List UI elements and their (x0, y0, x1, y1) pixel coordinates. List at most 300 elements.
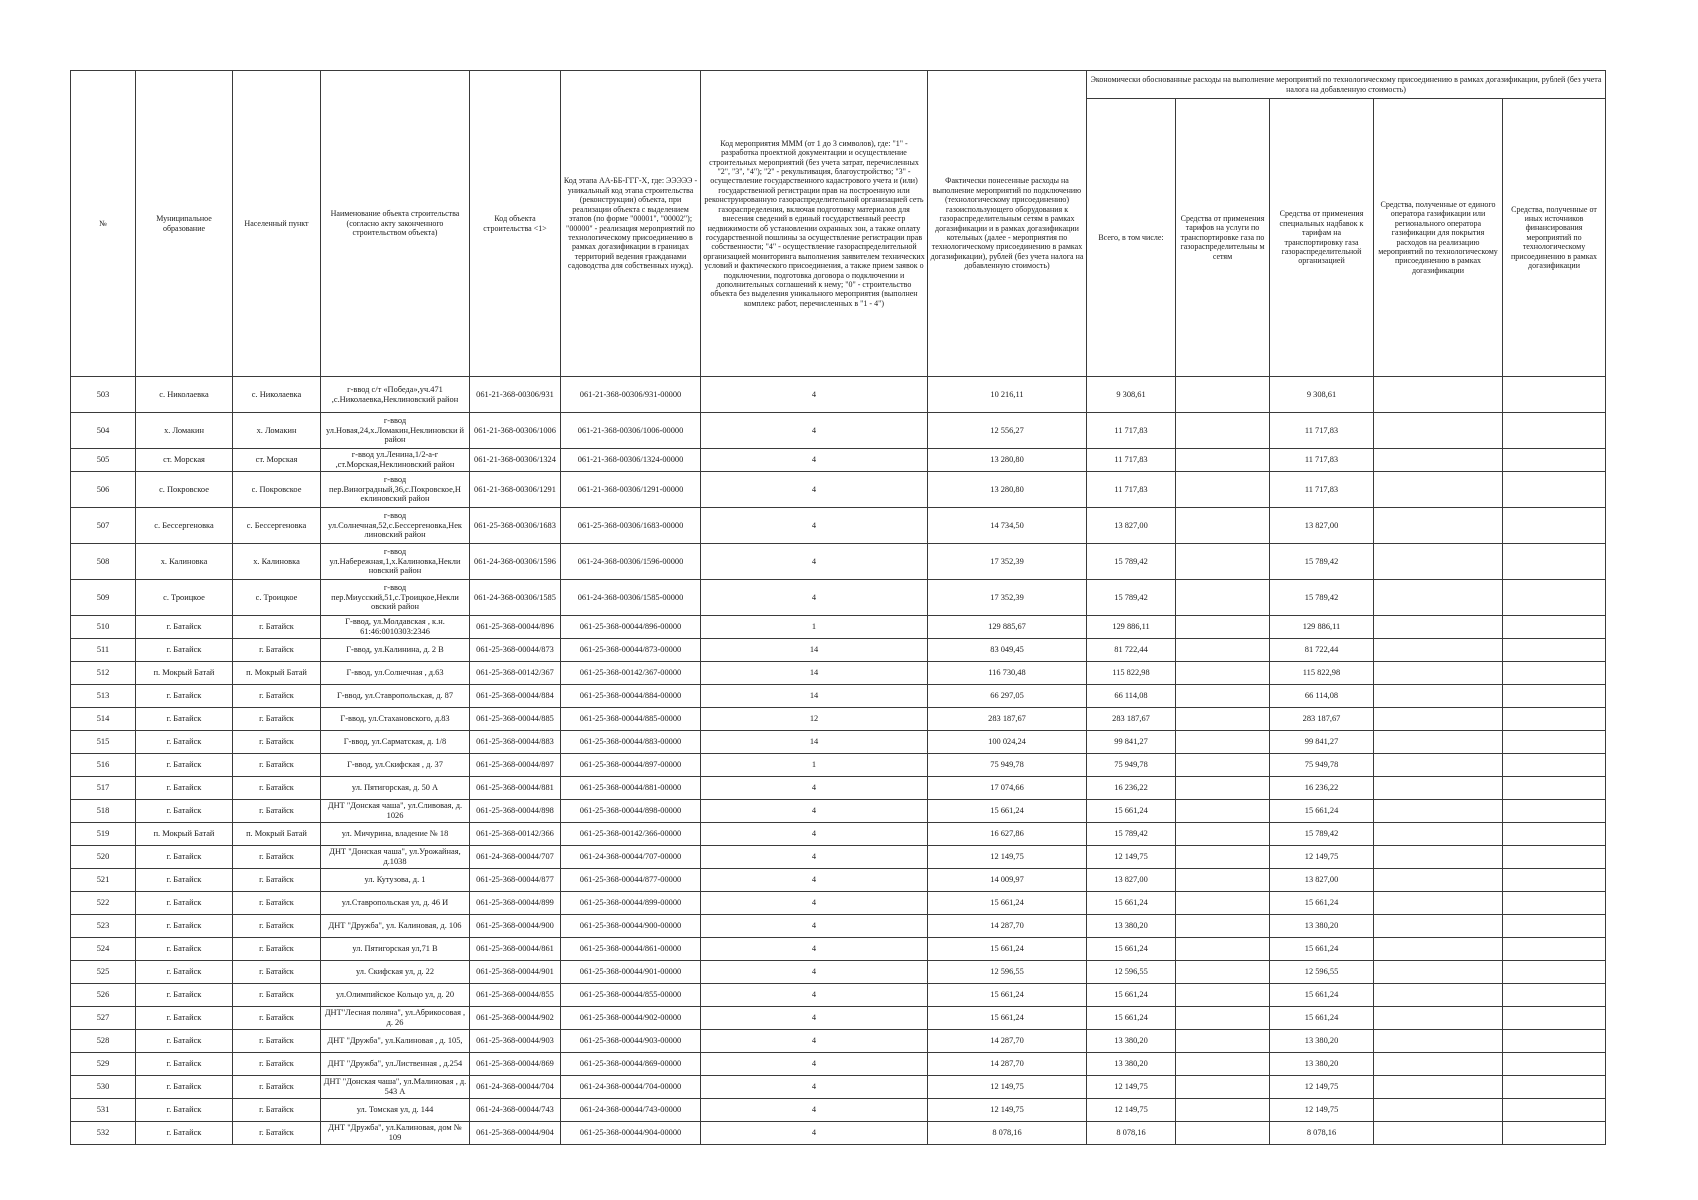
cell-object-name: г-ввод пер.Виноградный,36,с.Покровское,Н еклиновский район (321, 472, 470, 508)
cell-object-code: 061-21-368-00306/1324 (470, 449, 561, 472)
cell-object-code: 061-25-368-00044/901 (470, 961, 561, 984)
cell-operator-funds (1374, 731, 1503, 754)
cell-other-sources (1503, 846, 1606, 869)
cell-actual-costs: 13 280,80 (928, 449, 1087, 472)
cell-object-name: Г-ввод, ул.Сарматская, д. 1/8 (321, 731, 470, 754)
cell-municipality: г. Батайск (136, 1030, 233, 1053)
header-actual-costs: Фактически понесенные расходы на выполнение мероприятий по подключению (технологическому присоединению) газоиспользующего оборудования к газораспределительным сетям в рамках догазификации и в рамках догазификации котельных (далее - мероприятия по технологическому присоединению в рамках догазификации), рублей (без учета налога на добавленную стоимость) (928, 71, 1087, 377)
cell-settlement: г. Батайск (233, 892, 321, 915)
cell-event-code: 4 (701, 846, 928, 869)
cell-object-name: ДНТ "Донская чаша", ул.Сливовая, д. 1026 (321, 800, 470, 823)
cell-tariff-funds (1176, 449, 1270, 472)
cell-operator-funds (1374, 869, 1503, 892)
cell-object-name: ДНТ "Донская чаша", ул.Урожайная, д.1038 (321, 846, 470, 869)
table-row (71, 639, 1606, 662)
cell-stage-code: 061-24-368-00306/1585-00000 (561, 580, 701, 616)
cell-settlement: ст. Морская (233, 449, 321, 472)
cell-object-code: 061-25-368-00044/899 (470, 892, 561, 915)
cell-special-surcharge: 11 717,83 (1270, 413, 1374, 449)
cell-total: 15 661,24 (1087, 892, 1176, 915)
cell-object-name: Г-ввод, ул.Калинина, д. 2 В (321, 639, 470, 662)
cell-operator-funds (1374, 1076, 1503, 1099)
cell-other-sources (1503, 1030, 1606, 1053)
cell-tariff-funds (1176, 1099, 1270, 1122)
cell-municipality: г. Батайск (136, 938, 233, 961)
cell-object-name: г-ввод ул.Ленина,1/2-а-г ,ст.Морская,Неклиновский район (321, 449, 470, 472)
cell-no: 510 (71, 616, 136, 639)
cell-event-code: 4 (701, 1053, 928, 1076)
cell-settlement: г. Батайск (233, 1076, 321, 1099)
cell-other-sources (1503, 915, 1606, 938)
cell-no: 530 (71, 1076, 136, 1099)
cell-object-name: ДНТ "Дружба", ул.Калиновая , д. 105, (321, 1030, 470, 1053)
cell-no: 518 (71, 800, 136, 823)
table-row (71, 449, 1606, 472)
cell-stage-code: 061-25-368-00306/1683-00000 (561, 508, 701, 544)
cell-event-code: 4 (701, 580, 928, 616)
cell-total: 15 789,42 (1087, 544, 1176, 580)
cell-municipality: г. Батайск (136, 754, 233, 777)
cell-stage-code: 061-25-368-00142/366-00000 (561, 823, 701, 846)
cell-municipality: г. Батайск (136, 1007, 233, 1030)
table-row (71, 508, 1606, 544)
cell-no: 519 (71, 823, 136, 846)
table-row (71, 472, 1606, 508)
cell-other-sources (1503, 1076, 1606, 1099)
cell-operator-funds (1374, 846, 1503, 869)
cell-no: 514 (71, 708, 136, 731)
header-municipality: Муниципальное образование (136, 71, 233, 377)
cell-event-code: 4 (701, 1007, 928, 1030)
cell-actual-costs: 12 149,75 (928, 1099, 1087, 1122)
cell-operator-funds (1374, 449, 1503, 472)
cell-object-code: 061-25-368-00044/869 (470, 1053, 561, 1076)
cell-special-surcharge: 13 380,20 (1270, 1053, 1374, 1076)
cell-special-surcharge: 99 841,27 (1270, 731, 1374, 754)
cell-municipality: г. Батайск (136, 1076, 233, 1099)
cell-event-code: 1 (701, 616, 928, 639)
cell-municipality: г. Батайск (136, 892, 233, 915)
cell-total: 15 661,24 (1087, 984, 1176, 1007)
cell-settlement: г. Батайск (233, 639, 321, 662)
table-row (71, 1122, 1606, 1145)
cell-total: 8 078,16 (1087, 1122, 1176, 1145)
cell-tariff-funds (1176, 708, 1270, 731)
cell-object-code: 061-25-368-00044/904 (470, 1122, 561, 1145)
cell-actual-costs: 17 352,39 (928, 544, 1087, 580)
header-no: № (71, 71, 136, 377)
cell-operator-funds (1374, 1007, 1503, 1030)
cell-municipality: г. Батайск (136, 777, 233, 800)
cell-tariff-funds (1176, 508, 1270, 544)
cell-actual-costs: 13 280,80 (928, 472, 1087, 508)
header-special-surcharge: Средства от применения специальных надбавок к тарифам на транспортировку газа газораспределительной организацией (1270, 99, 1374, 377)
cell-no: 528 (71, 1030, 136, 1053)
table-row (71, 580, 1606, 616)
cell-tariff-funds (1176, 984, 1270, 1007)
table-row (71, 1099, 1606, 1122)
cell-municipality: г. Батайск (136, 846, 233, 869)
cell-other-sources (1503, 892, 1606, 915)
cell-no: 516 (71, 754, 136, 777)
cell-object-name: ул. Скифская ул, д. 22 (321, 961, 470, 984)
cell-object-name: ул.Ставропольская ул, д. 46 И (321, 892, 470, 915)
cell-operator-funds (1374, 892, 1503, 915)
cell-object-code: 061-25-368-00306/1683 (470, 508, 561, 544)
cell-municipality: с. Покровское (136, 472, 233, 508)
cell-no: 511 (71, 639, 136, 662)
cell-total: 13 380,20 (1087, 1030, 1176, 1053)
cell-total: 11 717,83 (1087, 472, 1176, 508)
cell-object-code: 061-25-368-00044/898 (470, 800, 561, 823)
cell-other-sources (1503, 708, 1606, 731)
cell-settlement: с. Покровское (233, 472, 321, 508)
cell-event-code: 4 (701, 1122, 928, 1145)
cell-stage-code: 061-25-368-00044/877-00000 (561, 869, 701, 892)
cell-actual-costs: 17 352,39 (928, 580, 1087, 616)
cell-tariff-funds (1176, 413, 1270, 449)
cell-total: 12 149,75 (1087, 1099, 1176, 1122)
cell-settlement: с. Николаевка (233, 377, 321, 413)
cell-object-name: Г-ввод, ул.Солнечная , д.63 (321, 662, 470, 685)
cell-municipality: ст. Морская (136, 449, 233, 472)
cell-event-code: 4 (701, 472, 928, 508)
header-tariff-funds: Средства от применения тарифов на услуги по транспортировке газа по газораспределительны м сетям (1176, 99, 1270, 377)
cell-tariff-funds (1176, 846, 1270, 869)
table-row (71, 754, 1606, 777)
cell-special-surcharge: 15 661,24 (1270, 800, 1374, 823)
cell-actual-costs: 75 949,78 (928, 754, 1087, 777)
cell-municipality: г. Батайск (136, 1099, 233, 1122)
cell-municipality: п. Мокрый Батай (136, 823, 233, 846)
cell-stage-code: 061-25-368-00044/901-00000 (561, 961, 701, 984)
header-event-code: Код мероприятия МММ (от 1 до 3 символов), где: "1" - разработка проектной документации и осуществление строительных мероприятий (без учета затрат, перечисленных "2", "3", "4"); "2" - рекультивация, благоустройство; "3" - осуществление государственного кадастрового учета и (или) государственной регистрации прав на построенную или реконструированную газораспределительной организацией сеть газораспределения, включая подготовку материалов для внесения сведений в единый государственный реестр недвижимости об установлении охранных зон, а также оплату государственной пошлины за осуществление регистрации прав собственности; "4" - осуществление газораспределительной организацией мониторинга выполнения заявителем технических условий и фактического присоединения, а также прием заявок о подключении, подготовка договора о подключении и дополнительных соглашений к нему; "0" - строительство объекта без выделения уникального мероприятия (выполнен комплекс работ, перечисленных в "1 - 4") (701, 71, 928, 377)
cell-municipality: г. Батайск (136, 800, 233, 823)
cell-actual-costs: 83 049,45 (928, 639, 1087, 662)
cell-tariff-funds (1176, 616, 1270, 639)
cell-actual-costs: 17 074,66 (928, 777, 1087, 800)
cell-event-code: 14 (701, 731, 928, 754)
cell-special-surcharge: 13 380,20 (1270, 1030, 1374, 1053)
cell-stage-code: 061-25-368-00044/861-00000 (561, 938, 701, 961)
cell-operator-funds (1374, 1030, 1503, 1053)
cell-no: 522 (71, 892, 136, 915)
cell-municipality: г. Батайск (136, 869, 233, 892)
header-object-code: Код объекта строительства <1> (470, 71, 561, 377)
cell-stage-code: 061-25-368-00044/883-00000 (561, 731, 701, 754)
cell-settlement: г. Батайск (233, 616, 321, 639)
cell-other-sources (1503, 377, 1606, 413)
cell-object-name: ДНТ "Дружба", ул.Лиственная , д.254 (321, 1053, 470, 1076)
cell-stage-code: 061-25-368-00044/899-00000 (561, 892, 701, 915)
table-row (71, 984, 1606, 1007)
cell-settlement: с. Троицкое (233, 580, 321, 616)
cell-object-name: Г-ввод, ул.Стахановского, д.83 (321, 708, 470, 731)
table-row (71, 892, 1606, 915)
cell-actual-costs: 129 885,67 (928, 616, 1087, 639)
cell-settlement: с. Бессергеновка (233, 508, 321, 544)
header-economic-group: Экономически обоснованные расходы на выполнение мероприятий по технологическому присоединению в рамках догазификации, рублей (без учета налога на добавленную стоимость) (1087, 71, 1606, 99)
cell-settlement: г. Батайск (233, 731, 321, 754)
cell-municipality: п. Мокрый Батай (136, 662, 233, 685)
cell-stage-code: 061-25-368-00044/884-00000 (561, 685, 701, 708)
cell-operator-funds (1374, 754, 1503, 777)
cell-actual-costs: 15 661,24 (928, 800, 1087, 823)
cell-object-name: ДНТ "Дружба", ул.Калиновая, дом № 109 (321, 1122, 470, 1145)
cell-object-name: ДНТ"Лесная поляна", ул.Абрикосовая , д. 26 (321, 1007, 470, 1030)
cell-tariff-funds (1176, 731, 1270, 754)
cell-no: 525 (71, 961, 136, 984)
cell-stage-code: 061-24-368-00044/743-00000 (561, 1099, 701, 1122)
cell-tariff-funds (1176, 777, 1270, 800)
cell-other-sources (1503, 449, 1606, 472)
cell-event-code: 4 (701, 1076, 928, 1099)
cell-event-code: 4 (701, 1099, 928, 1122)
cell-actual-costs: 14 287,70 (928, 1030, 1087, 1053)
header-stage-code: Код этапа АА-ББ-ГГГ-Х, где: ЭЭЭЭЭ - уникальный код этапа строительства (реконструкции) объекта, при реализации объекта с выделением этапов (по форме "00001", "00002"); "00000" - реализация мероприятий по технологическому присоединению в рамках догазификации в границах территорий ведения гражданами садоводства для собственных нужд). (561, 71, 701, 377)
cell-municipality: с. Троицкое (136, 580, 233, 616)
cell-municipality: х. Калиновка (136, 544, 233, 580)
cell-actual-costs: 12 149,75 (928, 1076, 1087, 1099)
cell-operator-funds (1374, 580, 1503, 616)
cell-actual-costs: 8 078,16 (928, 1122, 1087, 1145)
cell-no: 504 (71, 413, 136, 449)
cell-total: 283 187,67 (1087, 708, 1176, 731)
cell-event-code: 14 (701, 639, 928, 662)
cell-operator-funds (1374, 1099, 1503, 1122)
cell-operator-funds (1374, 544, 1503, 580)
cell-event-code: 4 (701, 413, 928, 449)
cell-stage-code: 061-21-368-00306/1291-00000 (561, 472, 701, 508)
cell-no: 532 (71, 1122, 136, 1145)
cell-other-sources (1503, 662, 1606, 685)
cell-municipality: с. Николаевка (136, 377, 233, 413)
table-row (71, 777, 1606, 800)
cell-settlement: г. Батайск (233, 1122, 321, 1145)
cell-special-surcharge: 15 789,42 (1270, 580, 1374, 616)
cell-other-sources (1503, 639, 1606, 662)
cell-other-sources (1503, 800, 1606, 823)
cell-stage-code: 061-25-368-00044/903-00000 (561, 1030, 701, 1053)
cell-settlement: г. Батайск (233, 1099, 321, 1122)
cell-no: 506 (71, 472, 136, 508)
cell-no: 507 (71, 508, 136, 544)
cell-object-name: г-ввод ул.Солнечная,52,с.Бессергеновка,Нек линовский район (321, 508, 470, 544)
header-settlement: Населенный пункт (233, 71, 321, 377)
cell-special-surcharge: 13 380,20 (1270, 915, 1374, 938)
cell-stage-code: 061-24-368-00306/1596-00000 (561, 544, 701, 580)
cell-actual-costs: 100 024,24 (928, 731, 1087, 754)
cell-actual-costs: 12 556,27 (928, 413, 1087, 449)
cell-object-code: 061-25-368-00044/873 (470, 639, 561, 662)
cell-tariff-funds (1176, 639, 1270, 662)
cell-municipality: г. Батайск (136, 708, 233, 731)
cell-total: 66 114,08 (1087, 685, 1176, 708)
cell-stage-code: 061-25-368-00044/900-00000 (561, 915, 701, 938)
cell-municipality: с. Бессергеновка (136, 508, 233, 544)
cell-actual-costs: 14 287,70 (928, 1053, 1087, 1076)
cell-actual-costs: 66 297,05 (928, 685, 1087, 708)
cell-event-code: 4 (701, 938, 928, 961)
cell-object-name: ул. Пятигорская, д. 50 А (321, 777, 470, 800)
header-operator-funds: Средства, полученные от единого оператора газификации или регионального оператора газификации для покрытия расходов на реализацию мероприятий по технологическому присоединению в рамках догазификации (1374, 99, 1503, 377)
cell-special-surcharge: 75 949,78 (1270, 754, 1374, 777)
cell-no: 512 (71, 662, 136, 685)
cell-settlement: х. Ломакин (233, 413, 321, 449)
cell-total: 15 789,42 (1087, 823, 1176, 846)
cell-stage-code: 061-24-368-00044/704-00000 (561, 1076, 701, 1099)
cell-special-surcharge: 12 149,75 (1270, 1099, 1374, 1122)
cell-stage-code: 061-25-368-00044/896-00000 (561, 616, 701, 639)
cell-municipality: х. Ломакин (136, 413, 233, 449)
cell-event-code: 4 (701, 961, 928, 984)
cell-special-surcharge: 15 661,24 (1270, 892, 1374, 915)
cell-municipality: г. Батайск (136, 639, 233, 662)
cell-operator-funds (1374, 413, 1503, 449)
cell-tariff-funds (1176, 1122, 1270, 1145)
cell-no: 526 (71, 984, 136, 1007)
cell-settlement: г. Батайск (233, 777, 321, 800)
cell-other-sources (1503, 413, 1606, 449)
cell-tariff-funds (1176, 685, 1270, 708)
cell-total: 13 827,00 (1087, 508, 1176, 544)
cell-operator-funds (1374, 508, 1503, 544)
table-row (71, 823, 1606, 846)
cell-event-code: 4 (701, 777, 928, 800)
cell-stage-code: 061-25-368-00044/873-00000 (561, 639, 701, 662)
cell-total: 12 149,75 (1087, 1076, 1176, 1099)
cell-stage-code: 061-25-368-00044/902-00000 (561, 1007, 701, 1030)
cell-stage-code: 061-21-368-00306/931-00000 (561, 377, 701, 413)
cell-total: 9 308,61 (1087, 377, 1176, 413)
cell-other-sources (1503, 685, 1606, 708)
cell-total: 13 380,20 (1087, 1053, 1176, 1076)
cell-object-code: 061-21-368-00306/1006 (470, 413, 561, 449)
cell-operator-funds (1374, 662, 1503, 685)
cell-object-code: 061-25-368-00044/861 (470, 938, 561, 961)
cell-other-sources (1503, 961, 1606, 984)
table-row (71, 1076, 1606, 1099)
cell-settlement: г. Батайск (233, 915, 321, 938)
cell-operator-funds (1374, 685, 1503, 708)
cell-special-surcharge: 8 078,16 (1270, 1122, 1374, 1145)
cell-other-sources (1503, 580, 1606, 616)
header-object-name: Наименование объекта строительства (согласно акту законченного строительством объекта) (321, 71, 470, 377)
cell-object-code: 061-25-368-00044/884 (470, 685, 561, 708)
cell-object-name: ДНТ "Донская чаша", ул.Малиновая , д. 543 А (321, 1076, 470, 1099)
cell-object-code: 061-24-368-00306/1585 (470, 580, 561, 616)
cell-total: 99 841,27 (1087, 731, 1176, 754)
table-row (71, 413, 1606, 449)
cell-other-sources (1503, 754, 1606, 777)
cell-stage-code: 061-25-368-00044/904-00000 (561, 1122, 701, 1145)
cell-other-sources (1503, 1122, 1606, 1145)
cell-municipality: г. Батайск (136, 984, 233, 1007)
cell-other-sources (1503, 777, 1606, 800)
cell-operator-funds (1374, 708, 1503, 731)
cell-tariff-funds (1176, 938, 1270, 961)
header-total-incl: Всего, в том числе: (1087, 99, 1176, 377)
cell-event-code: 4 (701, 823, 928, 846)
cell-object-code: 061-24-368-00306/1596 (470, 544, 561, 580)
cell-special-surcharge: 283 187,67 (1270, 708, 1374, 731)
cell-no: 515 (71, 731, 136, 754)
cell-actual-costs: 10 216,11 (928, 377, 1087, 413)
cell-stage-code: 061-25-368-00044/885-00000 (561, 708, 701, 731)
cell-event-code: 4 (701, 800, 928, 823)
cell-municipality: г. Батайск (136, 1053, 233, 1076)
cell-municipality: г. Батайск (136, 731, 233, 754)
cell-object-code: 061-25-368-00044/885 (470, 708, 561, 731)
cell-event-code: 4 (701, 377, 928, 413)
cell-event-code: 4 (701, 449, 928, 472)
cell-tariff-funds (1176, 580, 1270, 616)
cell-municipality: г. Батайск (136, 616, 233, 639)
cell-municipality: г. Батайск (136, 1122, 233, 1145)
cell-other-sources (1503, 1099, 1606, 1122)
cell-no: 527 (71, 1007, 136, 1030)
cell-total: 12 596,55 (1087, 961, 1176, 984)
cell-operator-funds (1374, 377, 1503, 413)
cell-object-code: 061-25-368-00044/902 (470, 1007, 561, 1030)
cell-no: 521 (71, 869, 136, 892)
cell-object-code: 061-21-368-00306/1291 (470, 472, 561, 508)
table-row (71, 1030, 1606, 1053)
cell-special-surcharge: 16 236,22 (1270, 777, 1374, 800)
cell-other-sources (1503, 544, 1606, 580)
cell-object-code: 061-24-368-00044/704 (470, 1076, 561, 1099)
cell-special-surcharge: 12 149,75 (1270, 1076, 1374, 1099)
cell-no: 524 (71, 938, 136, 961)
cell-operator-funds (1374, 616, 1503, 639)
cell-actual-costs: 16 627,86 (928, 823, 1087, 846)
cell-stage-code: 061-25-368-00044/855-00000 (561, 984, 701, 1007)
cell-no: 508 (71, 544, 136, 580)
cell-event-code: 12 (701, 708, 928, 731)
table-row (71, 377, 1606, 413)
cell-object-name: Г-ввод, ул.Ставропольская, д. 87 (321, 685, 470, 708)
cell-actual-costs: 15 661,24 (928, 984, 1087, 1007)
cell-object-name: Г-ввод, ул.Молдавская , к.н. 61:46:0010303:2346 (321, 616, 470, 639)
cell-other-sources (1503, 472, 1606, 508)
cell-total: 15 661,24 (1087, 938, 1176, 961)
cell-no: 517 (71, 777, 136, 800)
cell-tariff-funds (1176, 662, 1270, 685)
cell-special-surcharge: 15 661,24 (1270, 1007, 1374, 1030)
gasification-costs-table (70, 70, 1606, 1145)
cell-tariff-funds (1176, 869, 1270, 892)
cell-stage-code: 061-25-368-00044/897-00000 (561, 754, 701, 777)
cell-special-surcharge: 12 149,75 (1270, 846, 1374, 869)
cell-actual-costs: 116 730,48 (928, 662, 1087, 685)
cell-object-code: 061-25-368-00142/367 (470, 662, 561, 685)
cell-object-name: ул. Мичурина, владение № 18 (321, 823, 470, 846)
cell-actual-costs: 15 661,24 (928, 938, 1087, 961)
cell-no: 523 (71, 915, 136, 938)
cell-object-code: 061-25-368-00044/900 (470, 915, 561, 938)
cell-other-sources (1503, 823, 1606, 846)
cell-event-code: 4 (701, 508, 928, 544)
table-row (71, 616, 1606, 639)
cell-object-name: ул. Кутузова, д. 1 (321, 869, 470, 892)
cell-settlement: х. Калиновка (233, 544, 321, 580)
cell-tariff-funds (1176, 1030, 1270, 1053)
cell-object-name: г-ввод ул.Набережная,1,х.Калиновка,Некли новский район (321, 544, 470, 580)
cell-settlement: п. Мокрый Батай (233, 823, 321, 846)
cell-special-surcharge: 13 827,00 (1270, 508, 1374, 544)
cell-settlement: г. Батайск (233, 1030, 321, 1053)
cell-settlement: г. Батайск (233, 1053, 321, 1076)
